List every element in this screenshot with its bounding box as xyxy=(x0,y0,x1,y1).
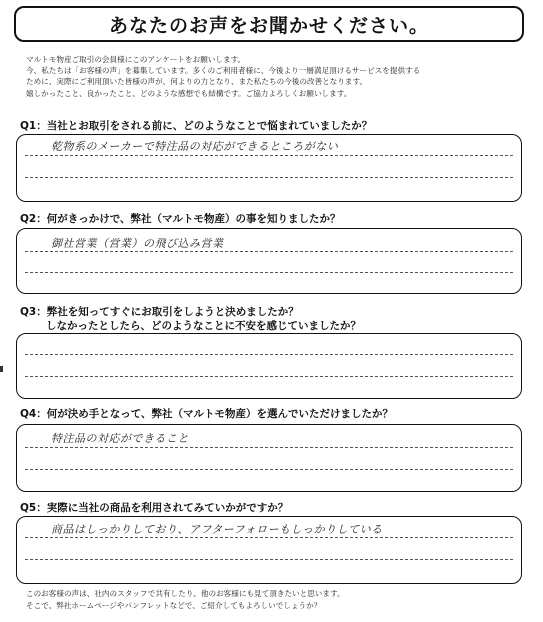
footer-line: そこで、弊社ホームページやパンフレットなどで、ご紹介してもよろしいでしょうか？ xyxy=(26,601,322,610)
answer-5-text: 商品はしっかりしており、アフターフォローもしっかりしている xyxy=(51,523,383,536)
answer-2-text: 御社営業（営業）の飛び込み営業 xyxy=(51,237,224,250)
footer-line: このお客様の声は、社内のスタッフで共有したり、他のお客様にも見て頂きたいと思います。 xyxy=(26,589,345,598)
answer-line xyxy=(25,272,513,273)
answer-line xyxy=(25,537,513,538)
answer-line xyxy=(25,155,513,156)
answer-box-3[interactable] xyxy=(16,333,522,399)
answer-1-text: 乾物系のメーカーで特注品の対応ができるところがない xyxy=(51,140,339,153)
answer-line xyxy=(25,559,513,560)
intro-line: 今、私たちは「お客様の声」を募集しています。多くのご利用者様に、今後より一層満足頂けるサービスを提供する xyxy=(26,66,421,76)
question-4-label: Q4：何が決め手となって、弊社（マルトモ物産）を選んでいただけましたか？ xyxy=(20,408,394,420)
answer-4-text: 特注品の対応ができること xyxy=(51,432,189,445)
question-3-sublabel: しなかったとしたら、どのようなことに不安を感じていましたか？ xyxy=(46,320,361,332)
intro-line: ために、実際にご利用頂いた皆様の声が、何よりの力となり、また私たちの今後の改善となります。 xyxy=(26,77,368,87)
page-title: あなたのお声をお聞かせください。 xyxy=(108,14,429,37)
answer-line xyxy=(25,177,513,178)
intro-text xyxy=(26,54,526,99)
footer-text xyxy=(26,588,526,612)
title-box xyxy=(14,6,524,42)
answer-box-2[interactable] xyxy=(16,228,522,294)
answer-box-1[interactable] xyxy=(16,134,522,202)
question-1-label: Q1：当社とお取引をされる前に、どのようなことで悩まれていましたか？ xyxy=(20,120,373,132)
answer-line xyxy=(25,251,513,252)
answer-line xyxy=(25,469,513,470)
answer-line xyxy=(25,376,513,377)
answer-box-5[interactable] xyxy=(16,516,522,584)
question-3-label: Q3：弊社を知ってすぐにお取引をしようと決めましたか？ xyxy=(20,306,299,318)
answer-line xyxy=(25,354,513,355)
question-2-label: Q2：何がきっかけで、弊社（マルトモ物産）の事を知りましたか？ xyxy=(20,213,341,225)
intro-line: マルトモ物産ご取引の会員様にこのアンケートをお願いします。 xyxy=(26,55,246,64)
intro-line: 嬉しかったこと、良かったこと、どのような感想でも結構です。ご協力よろしくお願いします。 xyxy=(26,88,352,98)
answer-line xyxy=(25,447,513,448)
question-5-label: Q5：実際に当社の商品を利用されてみていかがですか？ xyxy=(20,502,289,514)
scan-mark xyxy=(0,366,3,372)
answer-box-4[interactable] xyxy=(16,424,522,492)
